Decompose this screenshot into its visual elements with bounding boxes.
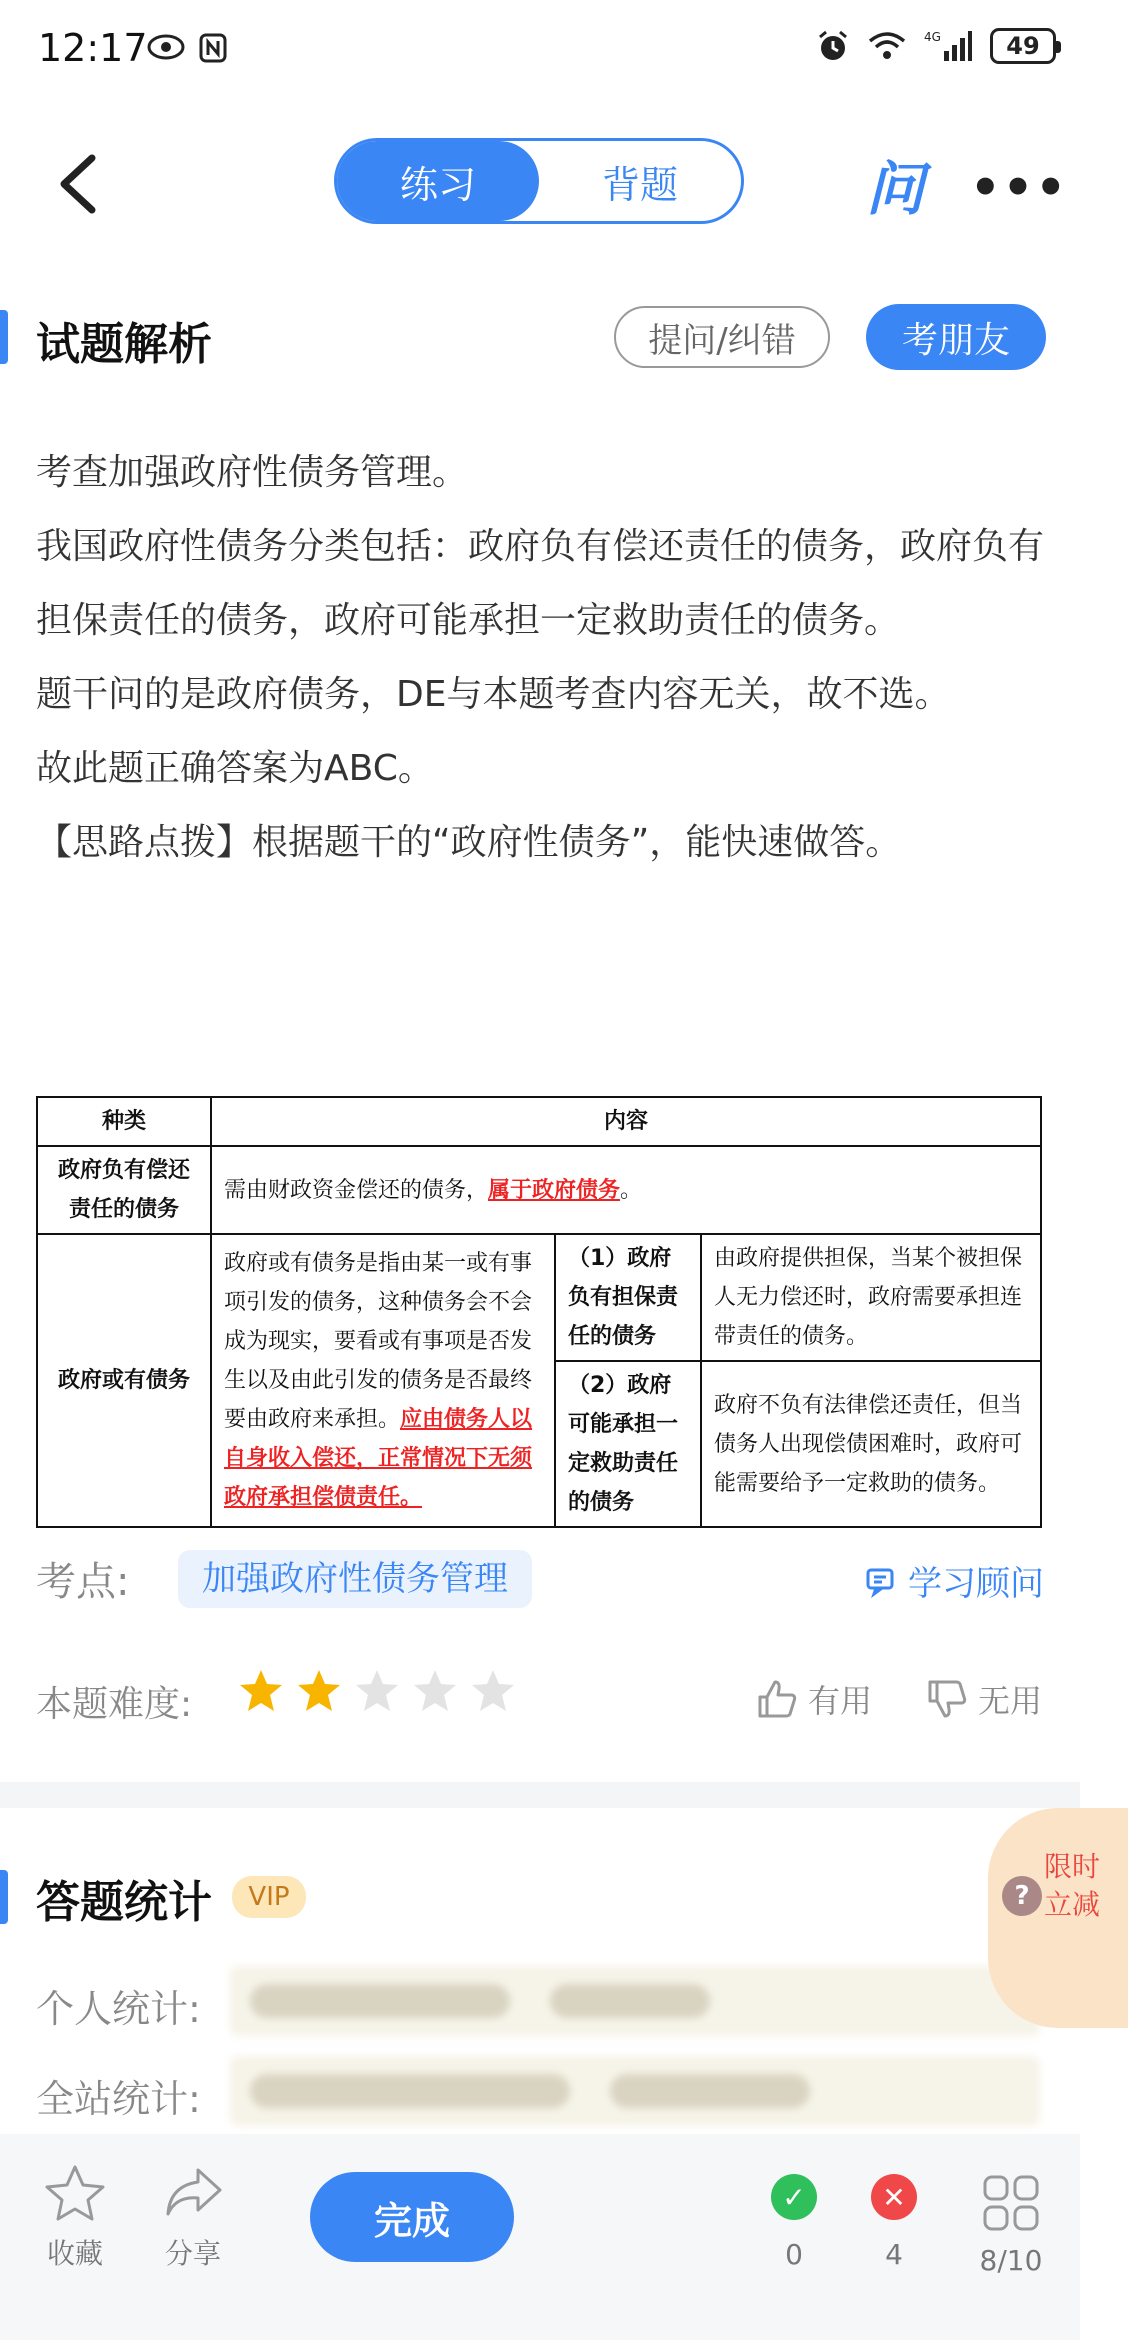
stats-title: 答题统计 [36,1877,212,1928]
status-time: 12:17 [38,26,148,70]
site-stats-label: 全站统计: [36,2077,201,2121]
analysis-paragraph: 我国政府性债务分类包括：政府负有偿还责任的债务，政府负有担保责任的债务，政府可能承担一定救助责任的债务。 [36,526,1045,641]
difficulty-label: 本题难度: [36,1684,193,1725]
status-right-icons [816,28,1056,64]
personal-stats-label: 个人统计: [36,1987,201,2031]
knowledge-label: 考点: [36,1559,130,1605]
bottom-bar [0,2134,1080,2340]
eye-icon [146,32,186,62]
check-icon: ✓ [771,2174,817,2220]
analysis-paragraph: 题干问的是政府债务，DE与本题考查内容无关，故不选。 [36,674,951,715]
table-cell-content: 由政府提供担保，当某个被担保人无力偿还时，政府需要承担连带责任的债务。 [701,1234,1041,1361]
wrong-count: 4 [885,2238,903,2271]
alarm-icon [816,29,850,63]
table-header-type: 种类 [37,1097,211,1146]
wifi-icon [868,31,906,61]
vip-badge: VIP [232,1876,306,1918]
highlight-text: 属于政府债务 [488,1177,621,1203]
debt-classification-table [36,1096,1042,1528]
table-cell-subtype: （1）政府负有担保责任的债务 [555,1234,701,1361]
back-arrow-icon[interactable] [50,152,110,216]
section-accent-bar [0,1870,8,1924]
useful-label: 有用 [808,1682,873,1720]
personal-stats-blurred[interactable] [230,1966,1040,2036]
site-stats-blurred[interactable] [230,2056,1040,2126]
highlight-text: 应由债务人以自身收入偿还，正常情况下无须政府承担偿债责任。 [224,1407,533,1510]
star-outline-icon [44,2164,106,2222]
knowledge-tag[interactable]: 加强政府性债务管理 [178,1550,532,1608]
tab-memorize[interactable]: 背题 [601,162,678,207]
top-nav [0,130,1080,240]
correct-count: 0 [785,2238,803,2271]
exam-friends-button[interactable]: 考朋友 [866,304,1046,370]
promo-bubble[interactable] [988,1808,1128,2028]
text-span: 。 [620,1177,643,1203]
help-icon: ? [1002,1876,1042,1916]
share-label: 分享 [164,2237,221,2270]
star-filled-icon [238,1668,284,1714]
thumbs-down-icon [926,1679,968,1719]
share-button[interactable] [148,2164,238,2272]
star-empty-icon [354,1668,400,1714]
chat-icon [866,1566,900,1596]
question-error-button[interactable]: 提问/纠错 [614,306,830,368]
table-cell-subtype: （2）政府可能承担一定救助责任的债务 [555,1361,701,1527]
wrong-counter[interactable] [854,2174,934,2271]
ask-button[interactable]: 问 [866,155,925,223]
text-span: 政府或有债务是指由某一或有事项引发的债务，这种债务会不会成为现实，要看或有事项是否发生以及由此引发的债务是否最终要由政府来承担。 [224,1251,533,1432]
section-accent-bar [0,310,8,364]
difficulty-stars [238,1668,516,1714]
share-icon [162,2164,224,2222]
table-cell-content [211,1146,1041,1234]
mode-switch [334,138,744,224]
advisor-label: 学习顾问 [908,1564,1044,1604]
star-empty-icon [470,1668,516,1714]
star-empty-icon [412,1668,458,1714]
favorite-button[interactable] [30,2164,120,2272]
table-cell-type: 政府负有偿还责任的债务 [37,1146,211,1234]
useful-button[interactable] [756,1676,872,1722]
useless-button[interactable] [926,1676,1042,1722]
analysis-text [36,436,1046,880]
useless-label: 无用 [978,1682,1043,1720]
correct-counter[interactable] [754,2174,834,2271]
analysis-paragraph: 【思路点拨】根据题干的“政府性债务”，能快速做答。 [36,822,902,863]
text-span: 需由财政资金偿还的债务， [224,1177,489,1203]
progress-indicator[interactable] [966,2174,1056,2277]
table-cell-description [211,1234,555,1527]
analysis-header [0,300,1080,380]
analysis-paragraph: 考查加强政府性债务管理。 [36,452,469,493]
progress-label: 8/10 [979,2244,1043,2277]
cross-icon: ✕ [871,2174,917,2220]
signal-icon [924,29,972,63]
status-left-icons [146,32,228,64]
table-cell-type: 政府或有债务 [37,1234,211,1527]
done-button[interactable]: 完成 [310,2172,514,2262]
more-icon[interactable]: ••• [970,160,1069,216]
thumbs-up-icon [756,1679,798,1719]
promo-text: 限时 立减 [1044,1850,1101,1921]
analysis-paragraph: 故此题正确答案为ABC。 [36,748,434,789]
battery-indicator: 49 [990,28,1056,64]
signal-network-label: 4G [924,30,941,44]
table-cell-content: 政府不负有法律偿还责任，但当债务人出现偿债困难时，政府可能需要给予一定救助的债务。 [701,1361,1041,1527]
status-bar [0,0,1080,100]
table-header-content: 内容 [211,1097,1041,1146]
study-advisor-link[interactable] [866,1556,1044,1605]
stats-header [0,1862,1080,1932]
star-filled-icon [296,1668,342,1714]
favorite-label: 收藏 [46,2237,103,2270]
section-divider [0,1782,1080,1808]
grid-icon [982,2174,1040,2232]
tab-practice[interactable]: 练习 [337,141,539,221]
nfc-icon [198,32,228,64]
analysis-title: 试题解析 [36,319,212,370]
